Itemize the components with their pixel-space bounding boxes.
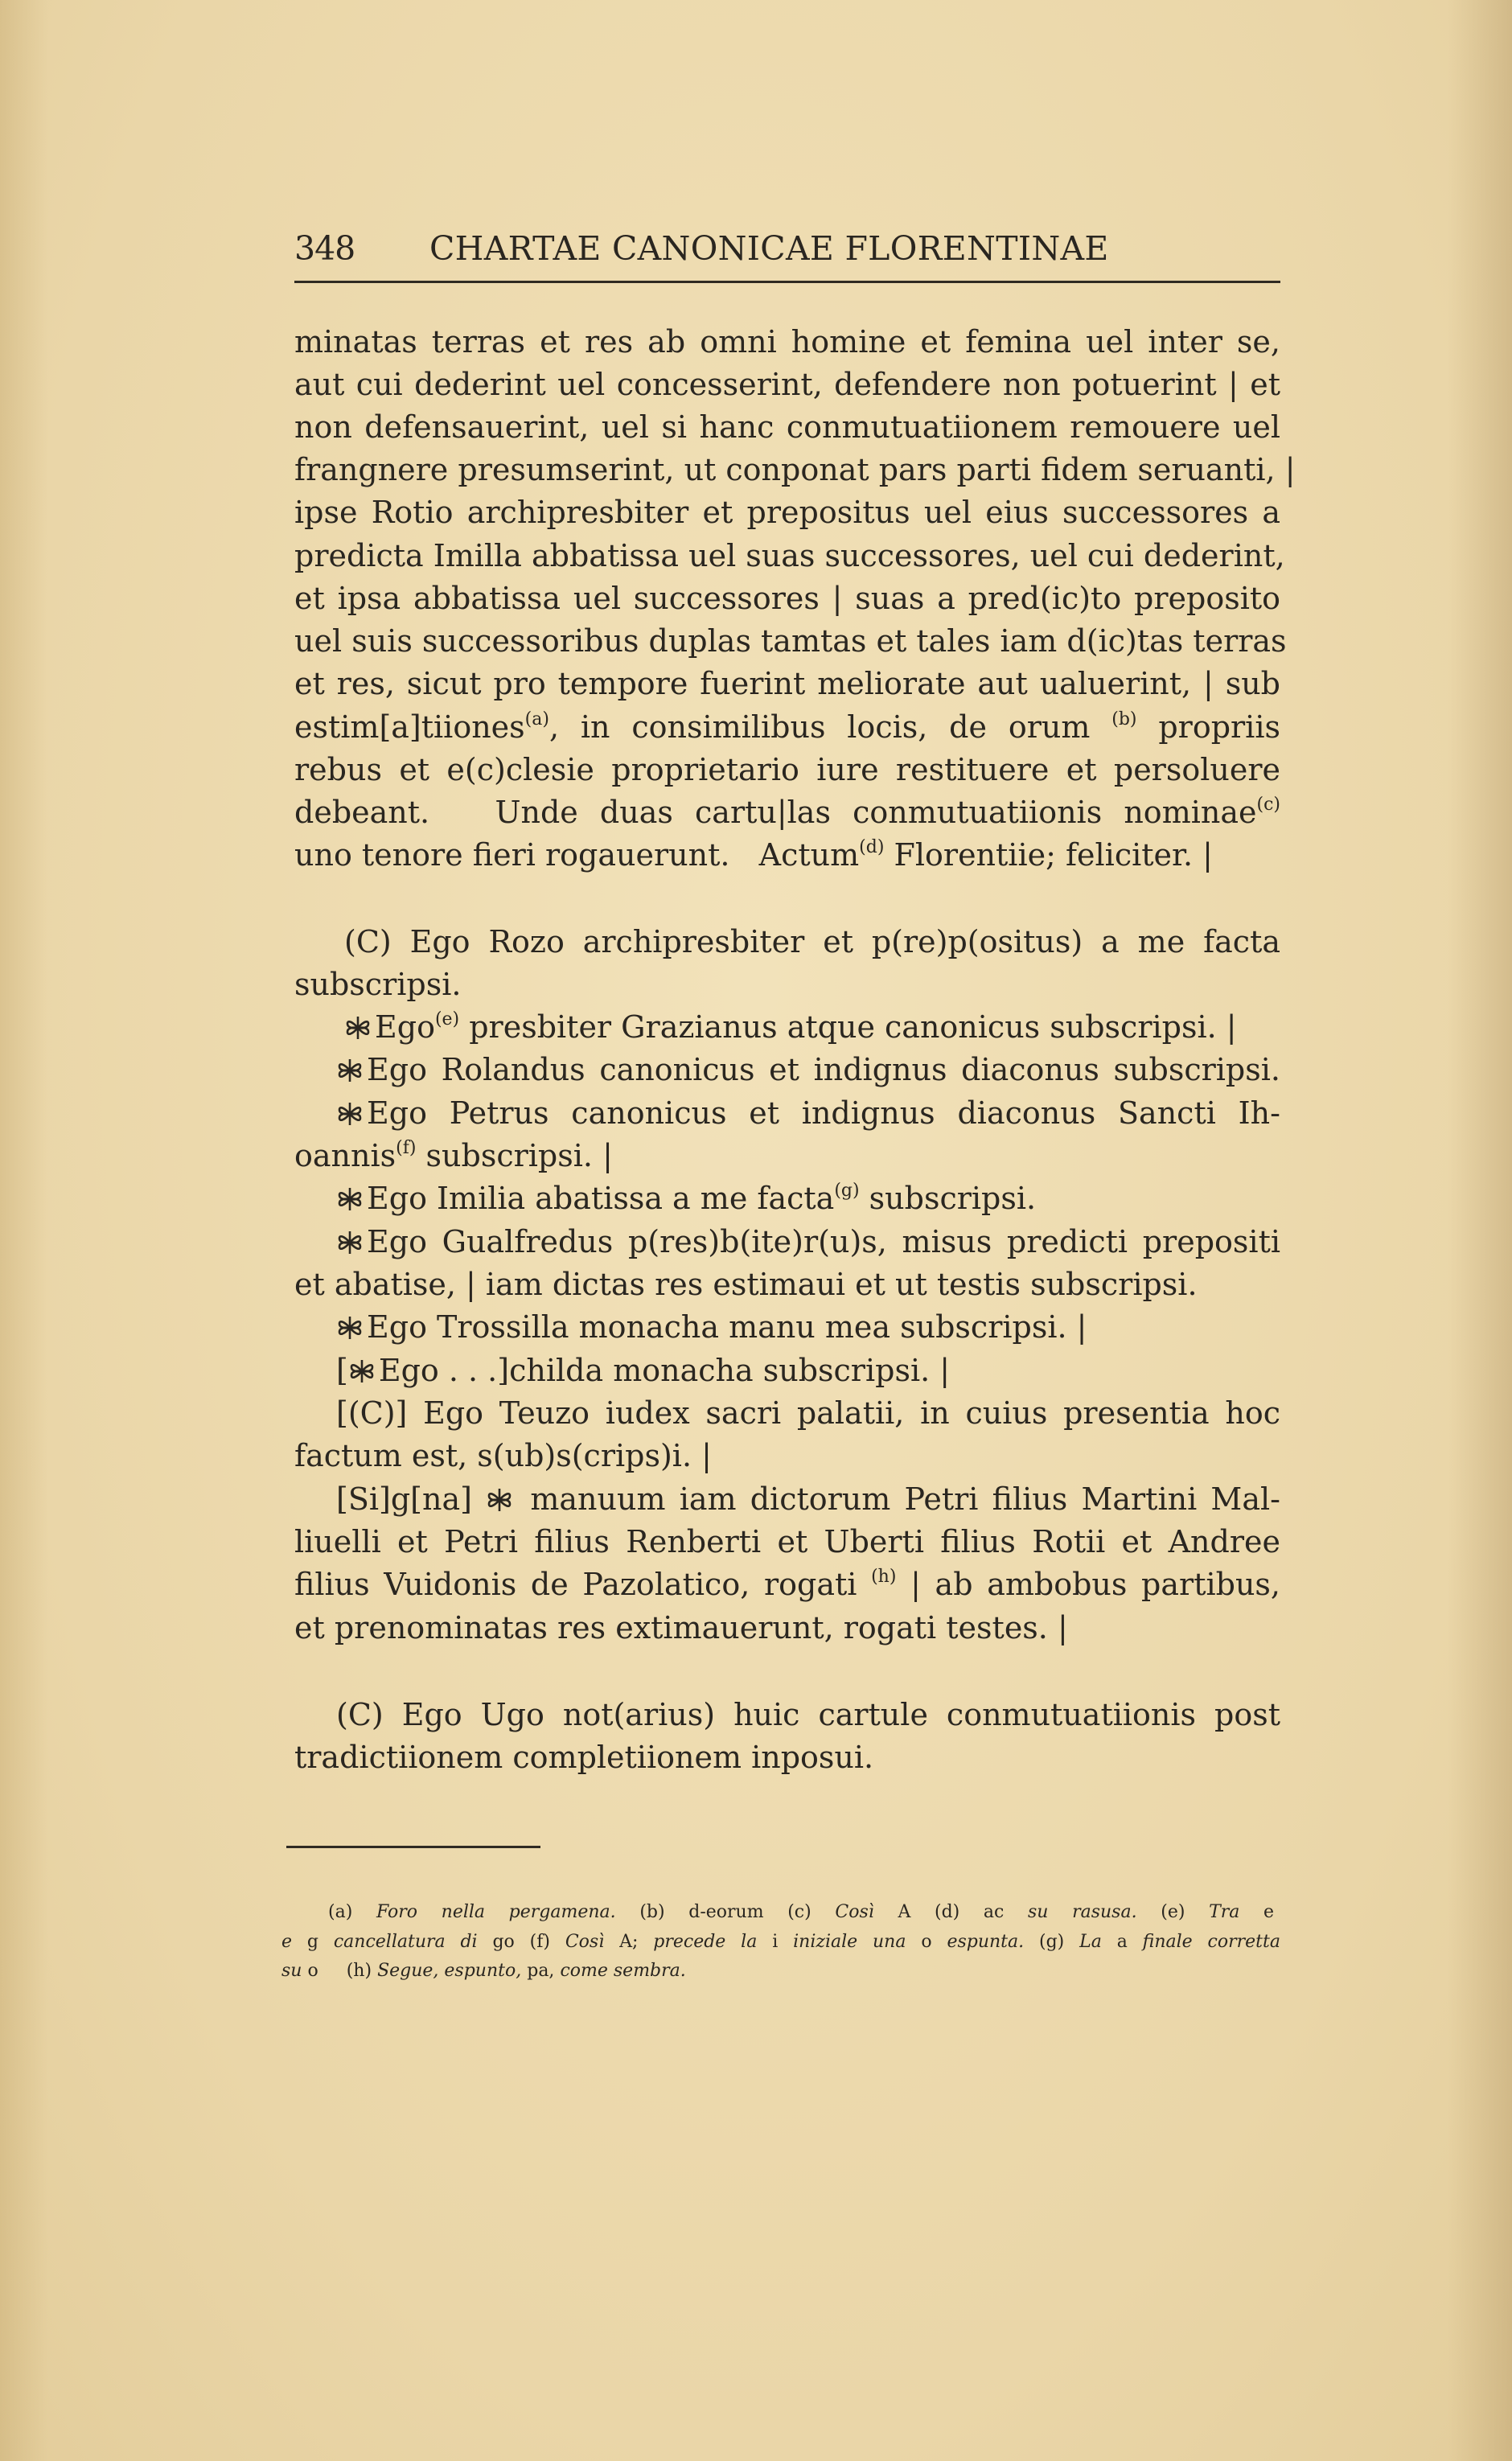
subscription-rozo-cont: subscripsi. — [294, 967, 462, 1002]
signa-manuum-cont — [294, 1563, 1280, 1606]
text-line — [294, 705, 1280, 749]
text-line — [294, 791, 1280, 834]
footnote-mark-a: (a) — [328, 1902, 353, 1922]
footnote-text: e — [281, 1932, 293, 1952]
text-segment: Ego Imilia abatissa a me facta — [367, 1181, 835, 1216]
text-segment: Ego Trossilla monacha manu mea subscripsi. | — [367, 1309, 1087, 1345]
subscription-grazianus — [344, 1005, 1280, 1049]
footnote-text: A; — [619, 1932, 639, 1952]
text-line: ipse Rotio archipresbiter et prepositus uel eius successores a — [294, 495, 1280, 530]
footnote-text: su — [281, 1961, 302, 1981]
footnote-mark-b: (b) — [639, 1902, 665, 1922]
subscription-petrus-cont — [294, 1134, 1280, 1177]
footnote-mark-e: (e) — [1161, 1902, 1185, 1922]
cross-signum-icon — [348, 1357, 376, 1386]
cross-signum-icon — [336, 1056, 364, 1085]
text-segment: filius Vuidonis de Pazolatico, rogati — [294, 1567, 857, 1602]
subscription-teuzo: [(C)] Ego Teuzo iudex sacri palatii, in cuius presentia hoc — [336, 1395, 1280, 1431]
subscription-gualfredus-cont: et abatise, | iam dictas res estimaui et ut testis subscripsi. — [294, 1267, 1198, 1302]
text-segment: uno tenore fieri rogauerunt. Actum — [294, 837, 860, 873]
text-line: et ipsa abbatissa uel successores | suas a pred(ic)to preposito — [294, 581, 1280, 616]
running-title: CHARTAE CANONICAE FLORENTINAE — [429, 229, 1109, 268]
footnote-mark-g: (g) — [1038, 1932, 1065, 1952]
footnote-text-d2: su rasusa. — [1027, 1902, 1137, 1922]
text-segment: subscripsi. — [859, 1181, 1037, 1216]
footnote-text-e2: e — [1263, 1902, 1275, 1922]
text-line: aut cui dederint uel concesserint, defendere non potuerint | et — [294, 367, 1280, 402]
subscription-childa — [336, 1349, 1280, 1392]
footnote-ref-d[interactable]: (d) — [859, 837, 885, 857]
footnote-text-e: Tra — [1209, 1902, 1240, 1922]
text-segment: Ego Gualfredus p(res)b(ite)r(u)s, misus predicti prepositi — [367, 1224, 1280, 1259]
text-segment: estim[a]tiiones — [294, 709, 525, 745]
cross-signum-icon — [336, 1099, 364, 1128]
footnote-text: o — [307, 1961, 318, 1981]
text-line — [294, 833, 1213, 877]
text-line: frangnere presumserint, ut conponat pars parti fidem seruanti, | — [294, 452, 1296, 487]
footnote-ref-g[interactable]: (g) — [834, 1181, 860, 1201]
header-rule — [294, 281, 1280, 283]
footnote-text: espunta. — [947, 1932, 1025, 1952]
footnote-text: come sembra. — [560, 1961, 686, 1981]
footnote-row — [281, 1957, 1280, 1986]
footnote-ref-e[interactable]: (e) — [434, 1009, 460, 1029]
subscription-teuzo-cont: factum est, s(ub)s(crips)i. | — [294, 1438, 712, 1473]
notary-completio-cont: tradictiionem completiionem inposui. — [294, 1740, 874, 1775]
footnote-text: g — [306, 1932, 318, 1952]
bracket: [ — [336, 1353, 348, 1388]
running-header — [294, 228, 1280, 269]
footnote-text: Segue, espunto, — [377, 1961, 522, 1981]
subscription-rozo: (C) Ego Rozo archipresbiter et p(re)p(ositus) a me facta — [344, 924, 1280, 959]
text-segment: | ab ambobus partibus, — [896, 1567, 1280, 1602]
footnote-ref-b[interactable]: (b) — [1111, 709, 1137, 729]
text-line: non defensauerint, uel si hanc conmutuatiionem remouere uel — [294, 409, 1280, 445]
cross-signum-icon — [344, 1013, 372, 1042]
footnote-text: La — [1079, 1932, 1102, 1952]
text-segment: manuum iam dictorum Petri filius Martini Mal- — [530, 1481, 1280, 1517]
footnote-text: finale corretta — [1142, 1932, 1280, 1952]
text-segment: Ego . . .]childa monacha subscripsi. | — [378, 1353, 951, 1388]
footnote-text-c2: A — [898, 1902, 911, 1922]
page-number: 348 — [294, 229, 355, 268]
footnote-mark-d: (d) — [934, 1902, 960, 1922]
text-segment: subscripsi. | — [416, 1138, 613, 1173]
signa-manuum — [336, 1477, 1280, 1521]
footnote-text: precede la — [653, 1932, 758, 1952]
footnote-ref-h[interactable]: (h) — [871, 1567, 897, 1587]
footnote-text: a — [1116, 1932, 1128, 1952]
footnote-text: go — [492, 1932, 515, 1952]
text-segment: Ego Rolandus canonicus et indignus diaconus subscripsi. — [367, 1052, 1280, 1087]
text-segment: debeant. Unde duas cartu|las conmutuatiionis nominae — [294, 795, 1257, 830]
footnote-mark-c: (c) — [787, 1902, 811, 1922]
footnote-ref-c[interactable]: (c) — [1256, 795, 1280, 815]
footnote-mark-f: (f) — [529, 1932, 550, 1952]
text-line: minatas terras et res ab omni homine et femina uel inter se, — [294, 324, 1280, 359]
subscription-imilia — [336, 1177, 1280, 1220]
footnote-text-d: ac — [983, 1902, 1005, 1922]
footnote-text-b: d-eorum — [688, 1902, 764, 1922]
text-line: rebus et e(c)clesie proprietario iure restituere et persoluere — [294, 752, 1280, 787]
subscription-trossilla — [336, 1305, 1280, 1349]
footnote-text-c: Così — [835, 1902, 874, 1922]
text-segment: [Si]g[na] — [336, 1481, 472, 1517]
footnote-row — [328, 1898, 1274, 1927]
text-line: et res, sicut pro tempore fuerint meliorate aut ualuerint, | sub — [294, 666, 1280, 701]
footnote-text: Così — [565, 1932, 605, 1952]
footnote-text: cancellatura di — [333, 1932, 478, 1952]
footnote-ref-f[interactable]: (f) — [396, 1138, 417, 1158]
text-segment: Florentiie; feliciter. | — [884, 837, 1213, 873]
footnote-text: iniziale una — [793, 1932, 906, 1952]
signa-manuum-cont: liuelli et Petri filius Renberti et Uberti filius Rotii et Andree — [294, 1524, 1280, 1559]
cross-signum-icon — [336, 1185, 364, 1214]
footnote-row — [281, 1928, 1280, 1957]
text-line: predicta Imilla abbatissa uel suas successores, uel cui dederint, — [294, 538, 1285, 573]
signa-manuum-cont: et prenominatas res extimauerunt, rogati testes. | — [294, 1610, 1068, 1645]
text-segment: Ego Petrus canonicus et indignus diaconus Sancti Ih- — [367, 1095, 1280, 1131]
footnote-text: pa, — [527, 1961, 555, 1981]
text-segment: , in consimilibus locis, de orum — [549, 709, 1091, 745]
footnote-mark-h: (h) — [346, 1961, 372, 1981]
text-segment: Ego — [375, 1009, 435, 1045]
footnote-text: o — [921, 1932, 932, 1952]
cross-signum-icon — [336, 1228, 364, 1257]
cross-signum-icon — [486, 1485, 513, 1514]
subscription-petrus — [336, 1091, 1280, 1135]
text-line: uel suis successoribus duplas tamtas et tales iam d(ic)tas terras — [294, 623, 1287, 659]
footnote-text-a: Foro nella pergamena. — [376, 1902, 616, 1922]
subscription-rolandus — [336, 1048, 1280, 1091]
text-segment: propriis — [1136, 709, 1280, 745]
subscription-gualfredus — [336, 1220, 1280, 1263]
footnote-rule — [286, 1846, 540, 1848]
footnote-ref-a[interactable]: (a) — [524, 709, 549, 729]
footnote-text: i — [772, 1932, 779, 1952]
cross-signum-icon — [336, 1313, 364, 1342]
text-segment: oannis — [294, 1138, 396, 1173]
text-segment: presbiter Grazianus atque canonicus subscripsi. | — [459, 1009, 1237, 1045]
notary-completio: (C) Ego Ugo not(arius) huic cartule conmutuatiionis post — [336, 1697, 1280, 1732]
